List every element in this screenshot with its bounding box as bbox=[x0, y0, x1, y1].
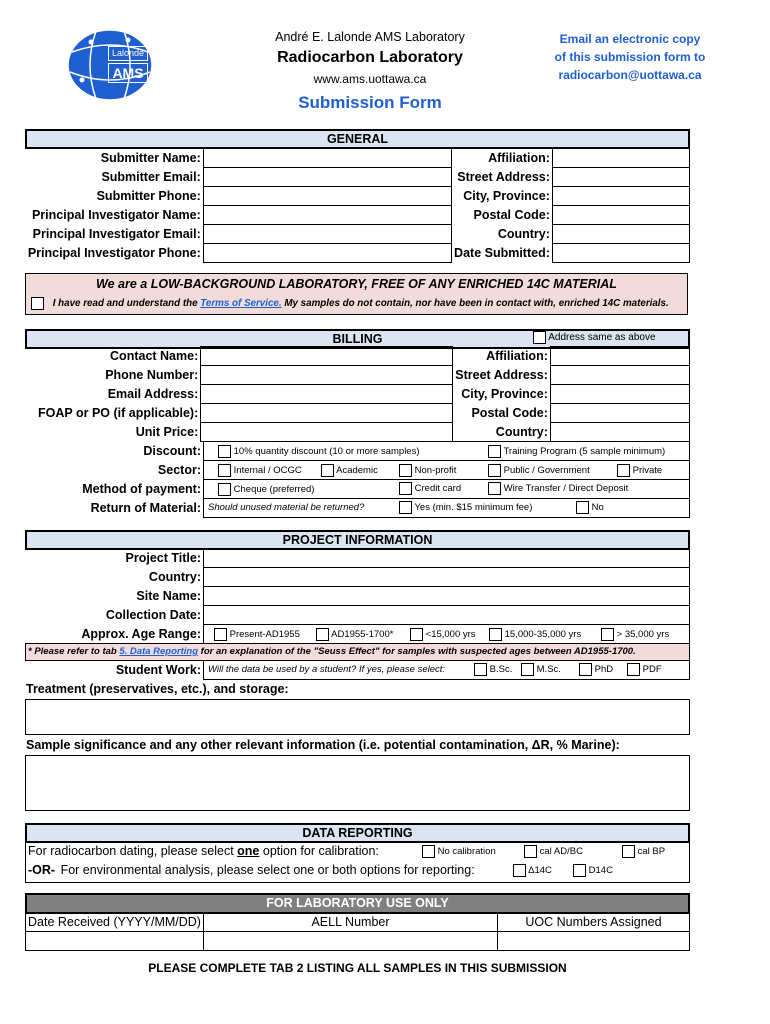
general-right-label: Postal Code: bbox=[473, 208, 550, 222]
student-pdf-label: PDF bbox=[642, 664, 662, 676]
billing-right-field[interactable] bbox=[550, 404, 689, 423]
student-pdf-checkbox[interactable] bbox=[627, 663, 640, 676]
lab-name: André E. Lalonde AMS Laboratory bbox=[275, 30, 465, 44]
billing-left-label: Email Address: bbox=[107, 387, 199, 401]
lab-website: www.ams.uottawa.ca bbox=[313, 72, 427, 86]
sector-private-checkbox[interactable] bbox=[617, 464, 630, 477]
billing-left-label: Contact Name: bbox=[110, 349, 199, 363]
general-left-field[interactable] bbox=[203, 225, 451, 244]
project-field[interactable] bbox=[204, 568, 690, 587]
general-left-label: Principal Investigator Name: bbox=[31, 208, 201, 222]
student-work-row bbox=[25, 661, 690, 680]
discount-10pct-checkbox[interactable] bbox=[218, 445, 231, 458]
sector-public-label: Public / Government bbox=[503, 465, 590, 477]
uoc-numbers-field[interactable] bbox=[498, 932, 690, 951]
sector-row bbox=[25, 461, 690, 480]
general-left-label: Submitter Name: bbox=[100, 151, 201, 165]
sector-internal-label: Internal / OCGC bbox=[233, 465, 302, 477]
age-opt-4: 15,000-35,000 yrs bbox=[504, 629, 582, 641]
billing-title: BILLING bbox=[332, 332, 383, 346]
return-no-checkbox[interactable] bbox=[576, 501, 589, 514]
payment-credit-checkbox[interactable] bbox=[399, 482, 412, 495]
general-left-label: Principal Investigator Phone: bbox=[27, 246, 201, 260]
general-left-field[interactable] bbox=[203, 244, 451, 263]
cal-adbc-label: cal AD/BC bbox=[539, 846, 583, 858]
lab-title: Radiocarbon Laboratory bbox=[277, 49, 463, 66]
return-row bbox=[25, 499, 690, 518]
billing-right-field[interactable] bbox=[550, 366, 689, 385]
return-label: Return of Material: bbox=[90, 501, 201, 515]
age-under-15000-checkbox[interactable] bbox=[410, 628, 423, 641]
project-section-header: PROJECT INFORMATION bbox=[25, 530, 690, 550]
seuss-note bbox=[25, 643, 690, 661]
billing-right-label: Street Address: bbox=[455, 368, 548, 382]
treatment-label: Treatment (preservatives, etc.), and storage: bbox=[26, 682, 289, 696]
student-bsc-checkbox[interactable] bbox=[474, 663, 487, 676]
payment-label: Method of payment: bbox=[82, 482, 201, 496]
billing-row bbox=[25, 366, 690, 385]
warning-box bbox=[25, 273, 688, 315]
terms-suffix: My samples do not contain, nor have been in contact with, enriched 14C materials. bbox=[284, 298, 669, 310]
project-row bbox=[25, 549, 690, 568]
payment-cheque-label: Cheque (preferred) bbox=[233, 484, 315, 496]
billing-table bbox=[25, 346, 690, 442]
lab-logo bbox=[66, 28, 154, 102]
student-question: Will the data be used by a student? If yes, please select: bbox=[208, 664, 446, 675]
general-right-label: Country: bbox=[497, 227, 550, 241]
d14c-label: D14C bbox=[588, 865, 613, 877]
form-title: Submission Form bbox=[298, 93, 442, 112]
student-bsc-label: B.Sc. bbox=[489, 664, 513, 676]
general-right-label: City, Province: bbox=[463, 189, 550, 203]
general-right-field[interactable] bbox=[552, 206, 689, 225]
training-program-label: Training Program (5 sample minimum) bbox=[503, 446, 666, 458]
return-question: Should unused material be returned? bbox=[208, 502, 365, 513]
age-opt-1: Present-AD1955 bbox=[229, 629, 300, 641]
billing-left-field[interactable] bbox=[201, 366, 453, 385]
project-label: Collection Date: bbox=[105, 608, 201, 622]
billing-left-field[interactable] bbox=[201, 404, 453, 423]
general-row bbox=[25, 187, 690, 206]
logo-text-top: Lalonde bbox=[108, 46, 148, 61]
billing-right-field[interactable] bbox=[550, 347, 689, 366]
general-table bbox=[25, 148, 690, 263]
general-section-header: GENERAL bbox=[25, 129, 690, 149]
general-left-field[interactable] bbox=[203, 149, 451, 168]
general-left-field[interactable] bbox=[203, 206, 451, 225]
sector-academic-checkbox[interactable] bbox=[321, 464, 334, 477]
project-row bbox=[25, 587, 690, 606]
general-right-field[interactable] bbox=[552, 187, 689, 206]
general-left-label: Principal Investigator Email: bbox=[32, 227, 201, 241]
billing-left-label: Unit Price: bbox=[135, 425, 199, 439]
student-table bbox=[25, 660, 690, 680]
payment-row bbox=[25, 480, 690, 499]
project-field[interactable] bbox=[204, 606, 690, 625]
cal-bp-checkbox[interactable] bbox=[622, 845, 635, 858]
sector-academic-label: Academic bbox=[336, 465, 378, 477]
general-row bbox=[25, 149, 690, 168]
payment-credit-label: Credit card bbox=[414, 483, 462, 495]
age-opt-2: AD1955-1700* bbox=[331, 629, 394, 641]
discount-label: Discount: bbox=[143, 444, 201, 458]
general-left-label: Submitter Phone: bbox=[96, 189, 201, 203]
billing-row bbox=[25, 404, 690, 423]
general-left-label: Submitter Email: bbox=[101, 170, 201, 184]
email-notice-line1: Email an electronic copy bbox=[559, 32, 701, 46]
project-label: Site Name: bbox=[136, 589, 201, 603]
discount-row bbox=[25, 442, 690, 461]
no-calibration-label: No calibration bbox=[437, 846, 496, 858]
age-opt-3: <15,000 yrs bbox=[425, 629, 476, 641]
billing-right-label: Postal Code: bbox=[471, 406, 548, 420]
general-right-field[interactable] bbox=[552, 168, 689, 187]
age-range-row bbox=[25, 625, 690, 644]
date-received-header: Date Received (YYYY/MM/DD) bbox=[26, 913, 204, 932]
age-15000-35000-checkbox[interactable] bbox=[489, 628, 502, 641]
significance-field[interactable] bbox=[25, 755, 690, 811]
sector-internal-checkbox[interactable] bbox=[218, 464, 231, 477]
calibration-line bbox=[28, 844, 379, 858]
email-notice-line2: of this submission form to bbox=[554, 50, 706, 64]
billing-row bbox=[25, 347, 690, 366]
cal-bp-label: cal BP bbox=[637, 846, 666, 858]
billing-left-field[interactable] bbox=[201, 347, 453, 366]
billing-left-field[interactable] bbox=[201, 385, 453, 404]
general-right-field[interactable] bbox=[552, 149, 689, 168]
environmental-line bbox=[28, 863, 475, 877]
d14c-checkbox[interactable] bbox=[573, 864, 586, 877]
seuss-note-suffix: for an explanation of the "Seuss Effect" for samples with suspected ages between AD1955-1700. bbox=[200, 646, 636, 657]
uoc-numbers-header: UOC Numbers Assigned bbox=[498, 913, 690, 932]
general-row bbox=[25, 244, 690, 263]
delta14c-checkbox[interactable] bbox=[513, 864, 526, 877]
student-msc-label: M.Sc. bbox=[536, 664, 561, 676]
billing-left-label: FOAP or PO (if applicable): bbox=[38, 406, 199, 420]
logo-text-bottom: AMS bbox=[108, 63, 148, 83]
student-work-label: Student Work: bbox=[115, 663, 201, 677]
return-yes-label: Yes (min. $15 minimum fee) bbox=[414, 502, 533, 514]
environmental-text: For environmental analysis, please select one or both options for reporting: bbox=[60, 863, 475, 877]
project-label: Country: bbox=[148, 570, 201, 584]
general-row bbox=[25, 206, 690, 225]
sector-nonprofit-label: Non-profit bbox=[414, 465, 457, 477]
return-no-label: No bbox=[591, 502, 604, 514]
project-field[interactable] bbox=[204, 587, 690, 606]
terms-checkbox[interactable] bbox=[31, 297, 44, 310]
aell-number-header: AELL Number bbox=[204, 913, 498, 932]
general-left-field[interactable] bbox=[203, 187, 451, 206]
billing-left-label: Phone Number: bbox=[105, 368, 199, 382]
billing-row bbox=[25, 385, 690, 404]
general-right-field[interactable] bbox=[552, 225, 689, 244]
footer-instruction: PLEASE COMPLETE TAB 2 LISTING ALL SAMPLES IN THIS SUBMISSION bbox=[148, 961, 567, 975]
age-present-ad1955-checkbox[interactable] bbox=[214, 628, 227, 641]
data-reporting-link[interactable]: 5. Data Reporting bbox=[119, 646, 199, 657]
sector-public-checkbox[interactable] bbox=[488, 464, 501, 477]
email-notice bbox=[530, 30, 730, 84]
return-yes-checkbox[interactable] bbox=[399, 501, 412, 514]
calibration-text-post: option for calibration: bbox=[259, 844, 379, 858]
billing-right-field[interactable] bbox=[550, 385, 689, 404]
general-row bbox=[25, 168, 690, 187]
lab-use-header: FOR LABORATORY USE ONLY bbox=[25, 893, 690, 914]
no-calibration-checkbox[interactable] bbox=[422, 845, 435, 858]
billing-right-label: Country: bbox=[495, 425, 548, 439]
billing-right-label: City, Province: bbox=[461, 387, 548, 401]
discount-10pct-label: 10% quantity discount (10 or more samples) bbox=[233, 446, 420, 458]
aell-number-field[interactable] bbox=[204, 932, 498, 951]
project-row bbox=[25, 568, 690, 587]
billing-right-field[interactable] bbox=[550, 423, 689, 442]
terms-prefix: I have read and understand the bbox=[52, 298, 198, 310]
age-opt-5: > 35,000 yrs bbox=[616, 629, 670, 641]
billing-left-field[interactable] bbox=[201, 423, 453, 442]
reporting-section-header: DATA REPORTING bbox=[25, 823, 690, 843]
seuss-note-prefix: * Please refer to tab bbox=[28, 646, 117, 657]
date-received-field[interactable] bbox=[26, 932, 204, 951]
payment-wire-checkbox[interactable] bbox=[488, 482, 501, 495]
age-ad1955-1700-checkbox[interactable] bbox=[316, 628, 329, 641]
general-row bbox=[25, 225, 690, 244]
terms-of-service-link[interactable]: Terms of Service. bbox=[200, 298, 282, 310]
reporting-box bbox=[25, 841, 690, 883]
calibration-text-em: one bbox=[237, 844, 260, 858]
student-msc-checkbox[interactable] bbox=[521, 663, 534, 676]
billing-row bbox=[25, 423, 690, 442]
training-program-checkbox[interactable] bbox=[488, 445, 501, 458]
billing-right-label: Affiliation: bbox=[486, 349, 548, 363]
project-table bbox=[25, 548, 690, 644]
project-row bbox=[25, 606, 690, 625]
calibration-text-pre: For radiocarbon dating, please select bbox=[28, 844, 238, 858]
same-as-above-label: Address same as above bbox=[548, 332, 656, 344]
sector-private-label: Private bbox=[632, 465, 663, 477]
lab-use-table bbox=[25, 912, 690, 951]
or-label: -OR- bbox=[28, 863, 56, 877]
project-label: Project Title: bbox=[125, 551, 201, 565]
same-as-above-checkbox[interactable] bbox=[533, 331, 546, 344]
student-phd-label: PhD bbox=[594, 664, 614, 676]
general-right-label: Street Address: bbox=[457, 170, 550, 184]
general-right-label: Date Submitted: bbox=[454, 246, 550, 260]
warning-title: We are a LOW-BACKGROUND LABORATORY, FREE OF ANY ENRICHED 14C MATERIAL bbox=[96, 277, 617, 291]
delta14c-label: Δ14C bbox=[528, 865, 552, 877]
cal-adbc-checkbox[interactable] bbox=[524, 845, 537, 858]
significance-label: Sample significance and any other relevant information (i.e. potential contamination, ΔR, % Marine): bbox=[26, 738, 620, 752]
same-as-above bbox=[533, 331, 656, 344]
sector-nonprofit-checkbox[interactable] bbox=[399, 464, 412, 477]
payment-cheque-checkbox[interactable] bbox=[218, 483, 231, 496]
age-range-label: Approx. Age Range: bbox=[81, 627, 201, 641]
treatment-field[interactable] bbox=[25, 699, 690, 735]
general-left-field[interactable] bbox=[203, 168, 451, 187]
billing-options-table bbox=[25, 441, 690, 518]
email-notice-address[interactable]: radiocarbon@uottawa.ca bbox=[558, 68, 702, 82]
age-over-35000-checkbox[interactable] bbox=[601, 628, 614, 641]
general-right-field[interactable] bbox=[552, 244, 689, 263]
payment-wire-label: Wire Transfer / Direct Deposit bbox=[503, 483, 629, 495]
student-phd-checkbox[interactable] bbox=[579, 663, 592, 676]
project-field[interactable] bbox=[204, 549, 690, 568]
general-right-label: Affiliation: bbox=[488, 151, 550, 165]
sector-label: Sector: bbox=[157, 463, 201, 477]
